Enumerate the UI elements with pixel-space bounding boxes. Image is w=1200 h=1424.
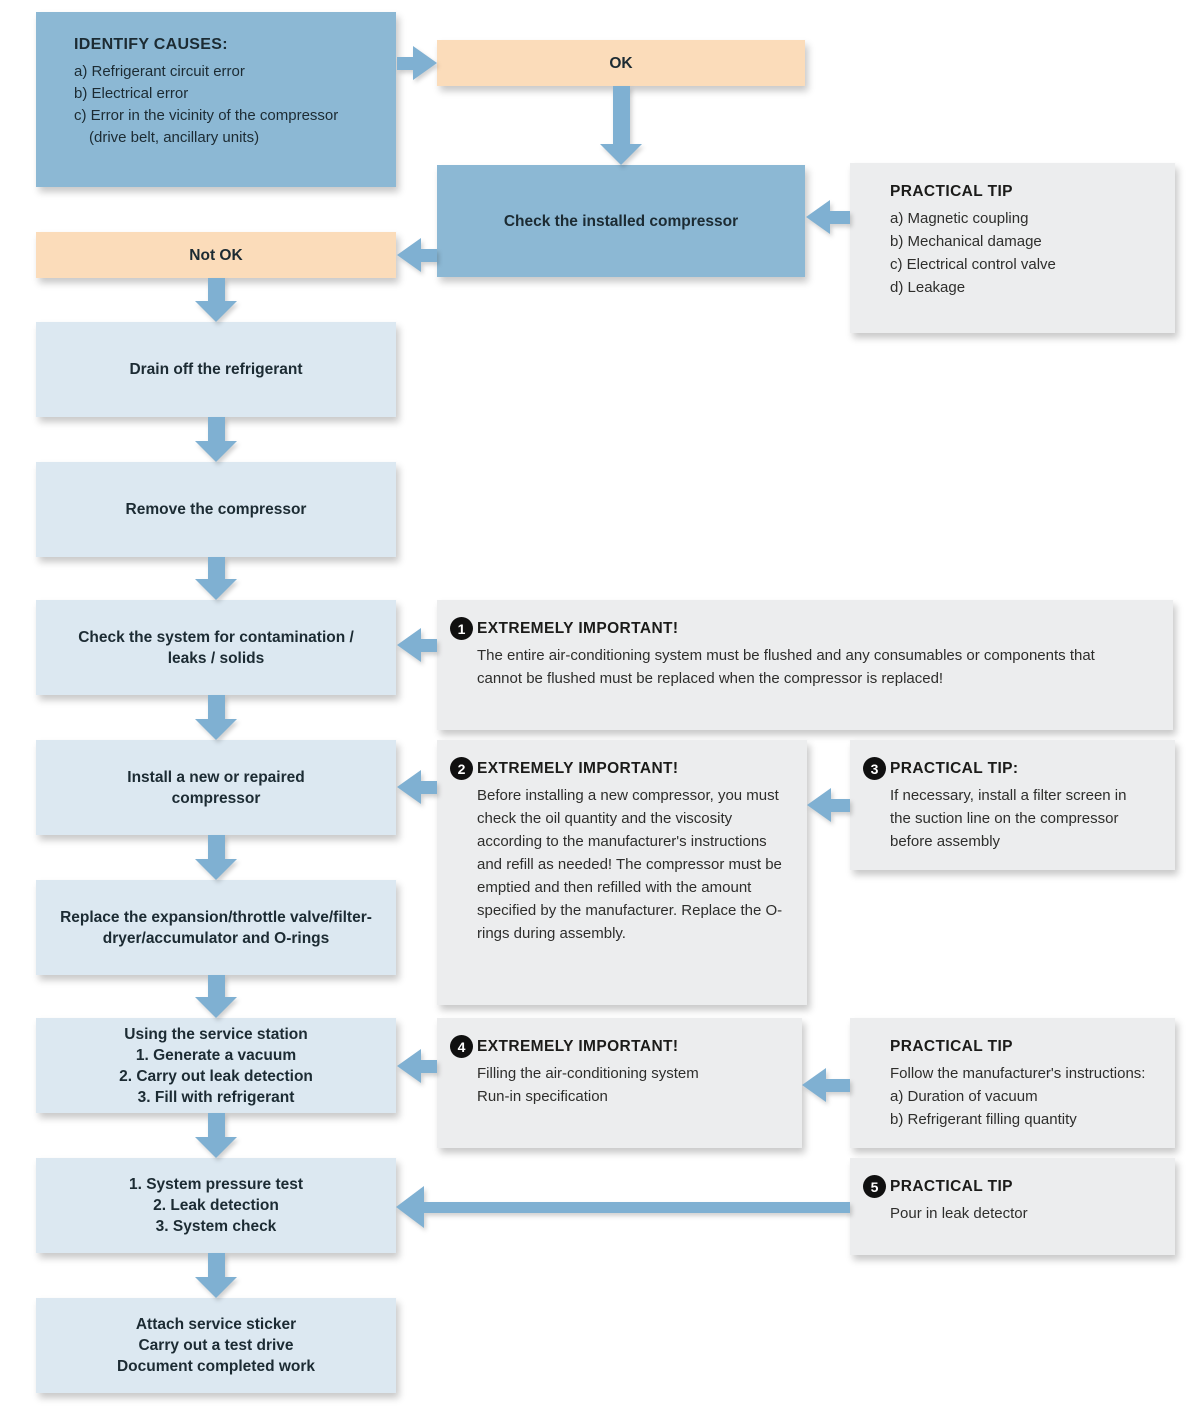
practical-tip-body: If necessary, install a filter screen in the suction line on the compressor before assembly: [890, 787, 1127, 850]
important-line: Filling the air-conditioning system: [477, 1065, 699, 1082]
arrow-down-icon: [195, 835, 237, 880]
install-compressor-line: Install a new or repaired: [127, 768, 305, 786]
ok-label: OK: [609, 54, 633, 72]
arrow-down-icon: [195, 278, 237, 322]
arrow-down-icon: [600, 86, 642, 165]
check-system-box: [36, 600, 396, 695]
final-steps-line: Attach service sticker: [135, 1316, 297, 1333]
badge-1-icon: 1: [450, 617, 473, 640]
remove-compressor-box: [36, 462, 396, 557]
arrow-left-icon: [397, 628, 437, 662]
drain-refrigerant-label: Drain off the refrigerant: [129, 361, 303, 378]
identify-causes-line: a) Refrigerant circuit error: [74, 63, 245, 80]
arrow-down-icon: [195, 557, 237, 600]
arrow-down-icon: [195, 695, 237, 740]
replace-parts-line: Replace the expansion/throttle valve/filter-: [60, 908, 372, 926]
practical-tip-line: a) Magnetic coupling: [890, 210, 1029, 227]
arrow-down-icon: [195, 417, 237, 462]
important-line: Run-in specification: [477, 1088, 608, 1105]
practical-tip-vacuum-box: [850, 1018, 1175, 1148]
arrow-down-icon: [195, 1113, 237, 1158]
badge-4-icon: 4: [450, 1035, 473, 1058]
check-system-line: leaks / solids: [167, 649, 265, 667]
practical-tip-filter-box: [850, 740, 1175, 870]
badge-5-icon: 5: [863, 1175, 886, 1198]
service-station-line: 2. Carry out leak detection: [119, 1067, 313, 1085]
not-ok-label: Not OK: [189, 246, 243, 264]
important-heading: EXTREMELY IMPORTANT!: [477, 760, 679, 777]
practical-tip-heading: PRACTICAL TIP: [890, 183, 1013, 200]
practical-tip-line: d) Leakage: [890, 279, 966, 296]
install-compressor-box: [36, 740, 396, 835]
identify-causes-line: b) Electrical error: [74, 85, 189, 102]
practical-tip-heading: PRACTICAL TIP:: [890, 760, 1019, 777]
important-flush-note-box: [437, 600, 1173, 730]
identify-causes-line: (drive belt, ancillary units): [89, 129, 260, 146]
arrow-right-icon: [397, 46, 437, 80]
pressure-test-line: 1. System pressure test: [128, 1176, 304, 1193]
arrow-down-icon: [195, 975, 237, 1018]
service-station-box: [36, 1018, 396, 1113]
final-steps-box: [36, 1298, 396, 1393]
check-installed-compressor-box: [437, 165, 805, 277]
important-heading: EXTREMELY IMPORTANT!: [477, 620, 679, 637]
pressure-test-box: [36, 1158, 396, 1253]
important-filling-note-box: [437, 1018, 802, 1148]
practical-tip-heading: PRACTICAL TIP: [890, 1178, 1013, 1195]
important-body: Before installing a new compressor, you must check the oil quantity and the viscosity according to the manufacturer's instructions and refill as needed! The compressor must be emptied and then refilled with the amount specified by the manufacturer. Replace the O-rings during assembly.: [477, 787, 783, 942]
arrow-left-long-icon: [396, 1186, 850, 1228]
arrow-left-icon: [802, 1068, 850, 1102]
arrow-down-icon: [195, 1253, 237, 1298]
service-station-line: Using the service station: [124, 1025, 308, 1043]
important-heading: EXTREMELY IMPORTANT!: [477, 1038, 679, 1055]
practical-tip-heading: PRACTICAL TIP: [890, 1038, 1013, 1055]
service-station-line: 3. Fill with refrigerant: [137, 1088, 295, 1106]
practical-tip-line: b) Refrigerant filling quantity: [890, 1111, 1077, 1128]
remove-compressor-label: Remove the compressor: [125, 501, 307, 518]
important-oil-note-box: [437, 740, 807, 1005]
practical-tip-line: Follow the manufacturer's instructions:: [890, 1065, 1146, 1082]
replace-parts-line: dryer/accumulator and O-rings: [102, 929, 330, 947]
final-steps-line: Carry out a test drive: [138, 1337, 294, 1354]
arrow-left-icon: [806, 200, 850, 234]
service-station-line: 1. Generate a vacuum: [135, 1046, 297, 1064]
practical-tip-line: a) Duration of vacuum: [890, 1088, 1038, 1105]
practical-tip-line: b) Mechanical damage: [890, 233, 1042, 250]
ok-box: [437, 40, 805, 86]
pressure-test-line: 3. System check: [155, 1218, 277, 1235]
final-steps-line: Document completed work: [116, 1358, 316, 1375]
drain-refrigerant-box: [36, 322, 396, 417]
not-ok-box: [36, 232, 396, 278]
badge-3-icon: 3: [863, 757, 886, 780]
install-compressor-line: compressor: [171, 789, 261, 807]
check-installed-compressor-label: Check the installed compressor: [503, 212, 739, 230]
pressure-test-line: 2. Leak detection: [153, 1197, 279, 1214]
practical-tip-body: Pour in leak detector: [890, 1205, 1028, 1222]
important-body: The entire air-conditioning system must be flushed and any consumables or components that cannot be flushed must be replaced when the compressor is replaced!: [477, 647, 1095, 687]
badge-2-icon: 2: [450, 757, 473, 780]
identify-causes-line: c) Error in the vicinity of the compressor: [74, 107, 339, 124]
arrow-left-icon: [397, 770, 437, 804]
arrow-left-icon: [807, 788, 850, 822]
identify-causes-box: [36, 12, 396, 187]
identify-causes-heading: IDENTIFY CAUSES:: [74, 36, 228, 53]
check-system-line: Check the system for contamination /: [78, 628, 354, 646]
practical-tip-coupling-box: [850, 163, 1175, 333]
practical-tip-line: c) Electrical control valve: [890, 256, 1056, 273]
replace-parts-box: [36, 880, 396, 975]
practical-tip-leak-box: [850, 1158, 1175, 1255]
arrow-left-icon: [397, 1049, 437, 1083]
arrow-left-icon: [397, 238, 437, 272]
